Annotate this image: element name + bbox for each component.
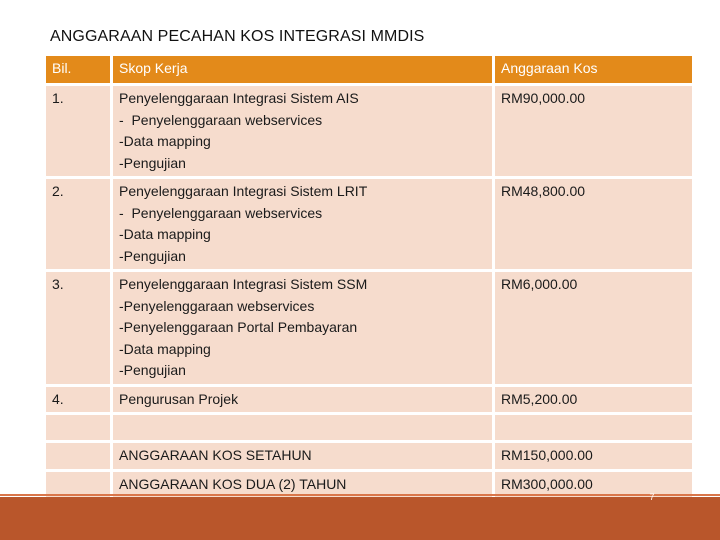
total-label: ANGGARAAN KOS SETAHUN <box>113 443 492 469</box>
row-number: 2. <box>46 179 110 269</box>
row-number: 3. <box>46 272 110 384</box>
empty-cell <box>46 443 110 469</box>
scope-line: Penyelenggaraan Integrasi Sistem SSM <box>119 276 368 292</box>
scope-cell <box>113 272 492 384</box>
cost-cell: RM6,000.00 <box>495 272 692 384</box>
total-label: ANGGARAAN KOS DUA (2) TAHUN <box>113 472 492 498</box>
table-row <box>46 387 692 413</box>
table-row <box>46 86 692 176</box>
header-cost: Anggaraan Kos <box>495 56 692 83</box>
scope-line: Penyelenggaraan Integrasi Sistem AIS <box>119 90 359 106</box>
scope-cell <box>113 86 492 176</box>
scope-line: -Penyelenggaraan Portal Pembayaran <box>119 319 358 335</box>
scope-line: -Data mapping <box>119 340 211 357</box>
table-row <box>46 272 692 384</box>
scope-line: -Pengujian <box>119 362 186 378</box>
cost-cell: RM90,000.00 <box>495 86 692 176</box>
scope-line: Pengurusan Projek <box>119 390 239 407</box>
scope-line: -Pengujian <box>119 247 186 264</box>
scope-line: - Penyelenggaraan webservices <box>119 204 323 221</box>
empty-row <box>46 415 692 440</box>
row-number: 1. <box>46 86 110 176</box>
header-scope: Skop Kerja <box>113 56 492 83</box>
page-title: ANGGARAAN PECAHAN KOS INTEGRASI MMDIS <box>50 28 425 45</box>
slide-number: 7 <box>649 492 655 502</box>
table-row <box>46 179 692 269</box>
scope-line: - Penyelenggaraan webservices <box>119 111 323 128</box>
table-header-row <box>46 56 692 83</box>
cost-cell: RM5,200.00 <box>495 387 692 413</box>
scope-line: -Data mapping <box>119 226 211 242</box>
empty-cell <box>46 415 110 440</box>
cost-table <box>43 53 695 500</box>
scope-line: -Penyelenggaraan webservices <box>119 297 315 314</box>
scope-line: -Pengujian <box>119 154 186 171</box>
empty-cell <box>495 415 692 440</box>
total-value: RM300,000.00 <box>495 472 692 498</box>
empty-cell <box>113 415 492 440</box>
row-number: 4. <box>46 387 110 413</box>
scope-cell <box>113 387 492 413</box>
scope-line: Penyelenggaraan Integrasi Sistem LRIT <box>119 183 368 199</box>
cost-cell: RM48,800.00 <box>495 179 692 269</box>
footer-bar <box>0 497 720 540</box>
header-bil: Bil. <box>46 56 110 83</box>
scope-cell <box>113 179 492 269</box>
total-row <box>46 443 692 469</box>
scope-line: -Data mapping <box>119 133 211 149</box>
footer-divider <box>0 494 720 496</box>
total-value: RM150,000.00 <box>495 443 692 469</box>
